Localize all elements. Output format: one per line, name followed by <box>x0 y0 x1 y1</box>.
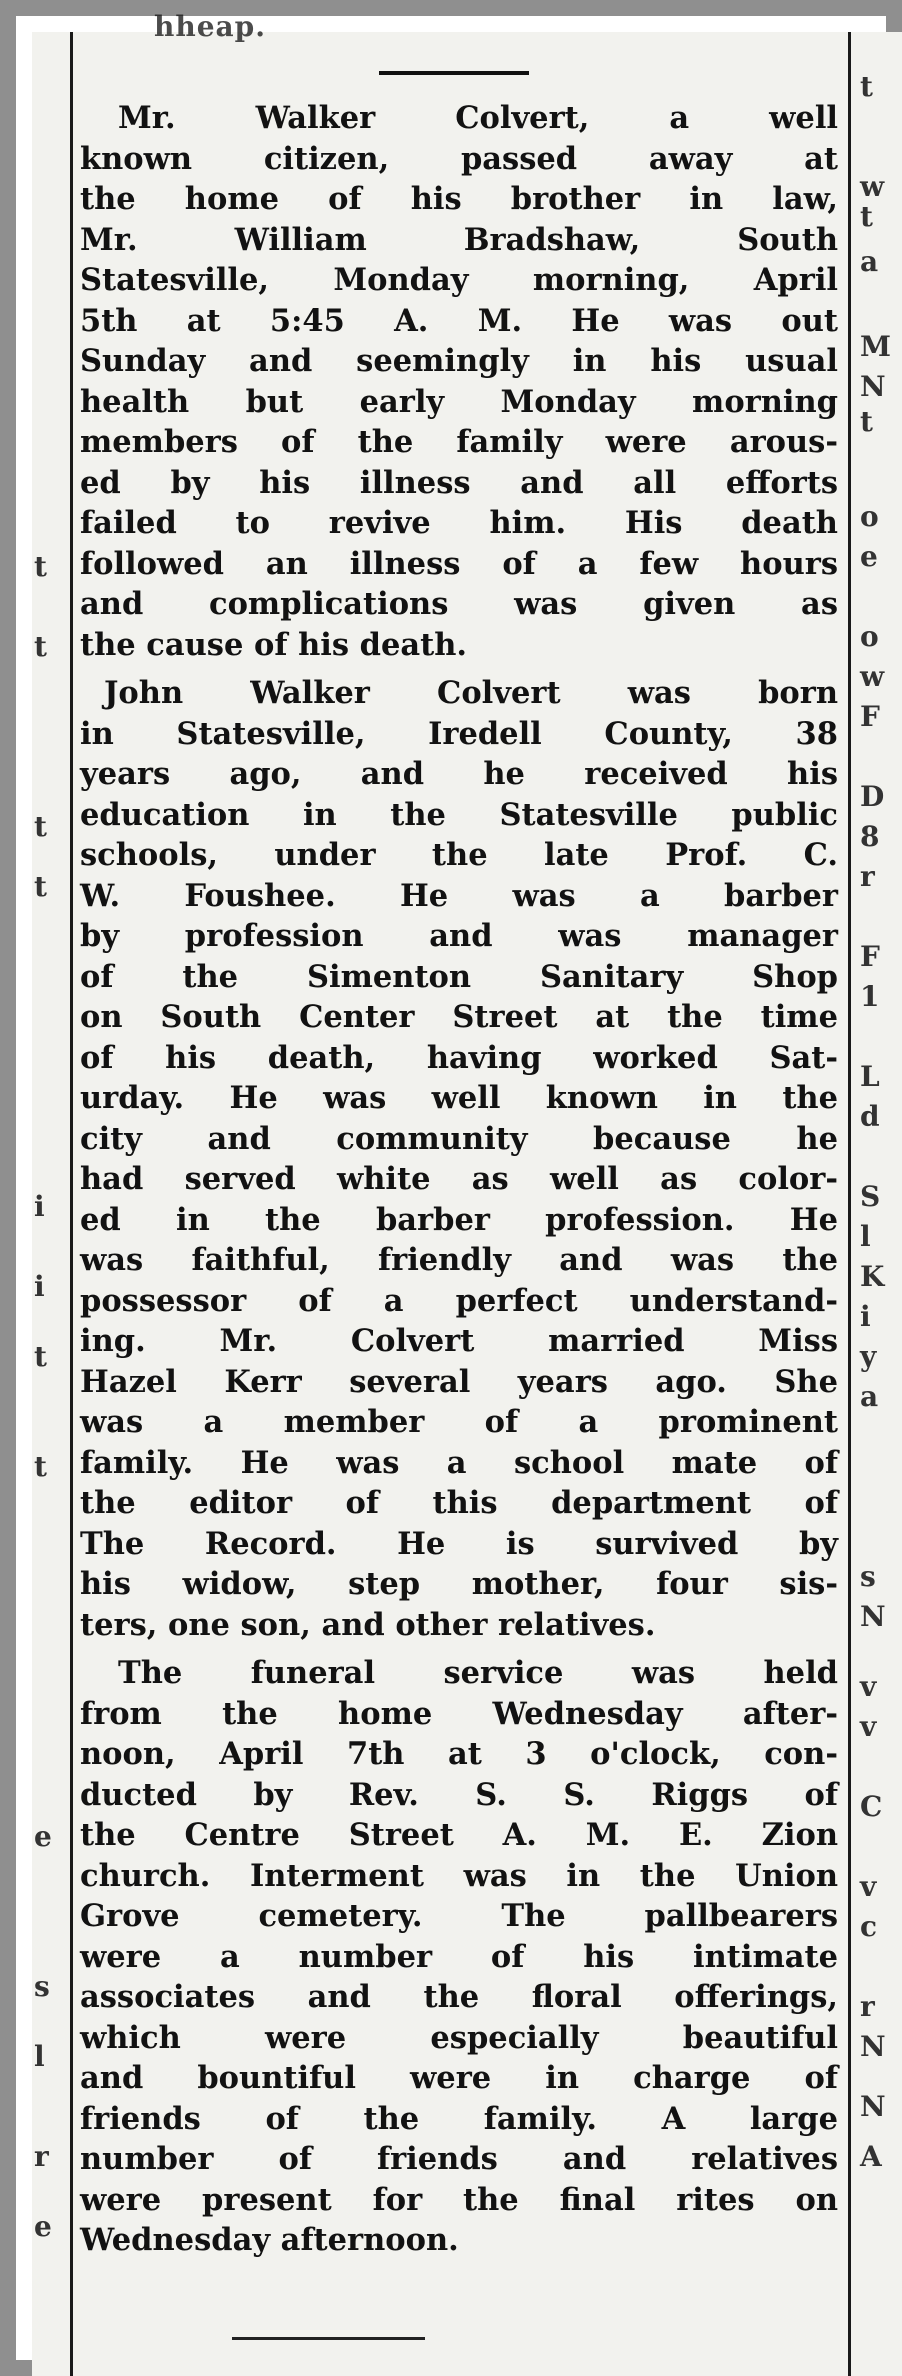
left-margin-fragment: s <box>34 1970 50 2003</box>
right-margin-fragment: L <box>860 1060 880 1093</box>
right-margin-fragment: t <box>860 200 873 233</box>
right-margin-fragment: F <box>860 940 880 973</box>
article-line: 5th at 5:45 A. M. He was out <box>80 302 838 339</box>
right-margin-fragment: N <box>860 2090 886 2123</box>
article-line: from the home Wednesday after- <box>80 1695 838 1732</box>
right-margin-fragment: a <box>860 245 879 278</box>
article-line: ed by his illness and all efforts <box>80 464 838 501</box>
article-line: John Walker Colvert was born <box>104 675 838 711</box>
article-line: were present for the final rites on <box>80 2181 838 2218</box>
left-margin-fragment: i <box>34 1190 45 1223</box>
article-line: number of friends and relatives <box>80 2141 838 2177</box>
right-margin-fragment: i <box>860 1300 871 1333</box>
article-line: was a member of a prominent <box>80 1404 838 1440</box>
article-line: years ago, and he received his <box>80 756 838 792</box>
right-margin-fragment: d <box>860 1100 880 1133</box>
article-line: ducted by Rev. S. S. Riggs of <box>80 1776 838 1813</box>
newspaper-clipping <box>32 10 902 2376</box>
article-line: the home of his brother in law, <box>80 181 838 217</box>
left-adjacent-column-fragment <box>34 32 66 2376</box>
right-margin-fragment: N <box>860 370 886 403</box>
right-margin-fragment: a <box>860 1380 879 1413</box>
article-line: ters, one son, and other relatives. <box>80 1606 656 1643</box>
article-line: health but early Monday morning <box>80 383 838 420</box>
article-line: Mr. Walker Colvert, a well <box>118 100 838 136</box>
left-margin-fragment: t <box>34 550 47 583</box>
article-line: urday. He was well known in the <box>80 1080 838 1116</box>
article-line: were a number of his intimate <box>80 1938 838 1975</box>
right-margin-fragment: y <box>860 1340 877 1373</box>
article-line: W. Foushee. He was a barber <box>80 877 838 914</box>
article-line: noon, April 7th at 3 o'clock, con- <box>80 1736 838 1772</box>
article-line: in Statesville, Iredell County, 38 <box>80 715 838 752</box>
article-line: and complications was given as <box>80 586 838 622</box>
article-line: ed in the barber profession. He <box>80 1201 838 1238</box>
article-paragraph <box>80 673 838 1645</box>
article-line: members of the family were arous- <box>80 424 838 460</box>
article-line: by profession and was manager <box>80 918 838 954</box>
right-margin-fragment: c <box>860 1910 878 1943</box>
article-line: had served white as well as color- <box>80 1161 838 1197</box>
article-line: Statesville, Monday morning, April <box>80 262 838 298</box>
article-line: Hazel Kerr several years ago. She <box>80 1363 838 1400</box>
article-line: The Record. He is survived by <box>80 1525 838 1562</box>
right-margin-fragment: S <box>860 1180 881 1213</box>
article-line: the editor of this department of <box>80 1485 838 1521</box>
left-margin-fragment: t <box>34 1450 47 1483</box>
right-margin-fragment: o <box>860 620 879 653</box>
left-margin-fragment: r <box>34 2140 49 2173</box>
article-line: associates and the floral offerings, <box>80 1979 838 2015</box>
right-margin-fragment: 8 <box>860 820 880 853</box>
article-line: followed an illness of a few hours <box>80 545 838 582</box>
article-line: city and community because he <box>80 1120 838 1157</box>
right-margin-fragment: M <box>860 330 891 363</box>
article-separator-bottom <box>232 2337 425 2340</box>
article-line: his widow, step mother, four sis- <box>80 1566 838 1602</box>
right-margin-fragment: r <box>860 860 875 893</box>
right-margin-fragment: r <box>860 1990 875 2023</box>
article-line: education in the Statesville public <box>80 796 838 833</box>
article-line: the cause of his death. <box>80 626 467 663</box>
article-line: on South Center Street at the time <box>80 999 838 1035</box>
article-line: which were especially beautiful <box>80 2019 838 2056</box>
article-line: was faithful, friendly and was the <box>80 1242 838 1278</box>
right-margin-fragment: 1 <box>860 980 880 1013</box>
right-margin-fragment: w <box>860 170 885 203</box>
article-line: and bountiful were in charge of <box>80 2060 838 2096</box>
right-margin-fragment: D <box>860 780 885 813</box>
left-margin-fragment: t <box>34 1340 47 1373</box>
right-margin-fragment: t <box>860 70 873 103</box>
right-margin-fragment: e <box>860 540 878 573</box>
right-margin-fragment: F <box>860 700 880 733</box>
article-line: church. Interment was in the Union <box>80 1857 838 1894</box>
left-margin-fragment: i <box>34 1270 45 1303</box>
article-paragraph <box>80 98 838 665</box>
article-line: possessor of a perfect understand- <box>80 1282 838 1319</box>
right-margin-fragment: A <box>860 2140 882 2173</box>
article-line: Wednesday afternoon. <box>80 2222 459 2258</box>
left-margin-fragment: l <box>34 2040 45 2073</box>
right-margin-fragment: v <box>860 1670 877 1703</box>
right-margin-fragment: t <box>860 405 873 438</box>
right-margin-fragment: v <box>860 1870 877 1903</box>
right-margin-fragment: C <box>860 1790 883 1823</box>
right-column-rule <box>848 32 851 2376</box>
obituary-article <box>80 98 838 2269</box>
article-line: family. He was a school mate of <box>80 1444 838 1481</box>
right-margin-fragment: w <box>860 660 885 693</box>
right-margin-fragment: N <box>860 2030 886 2063</box>
article-paragraph <box>80 1653 838 2261</box>
right-margin-fragment: l <box>860 1220 871 1253</box>
article-line: known citizen, passed away at <box>80 140 838 177</box>
right-margin-fragment: s <box>860 1560 876 1593</box>
left-margin-fragment: t <box>34 810 47 843</box>
right-margin-fragment: K <box>860 1260 885 1293</box>
right-margin-fragment: v <box>860 1710 877 1743</box>
article-line: friends of the family. A large <box>80 2100 838 2137</box>
left-margin-fragment: e <box>34 1820 52 1853</box>
article-line: of his death, having worked Sat- <box>80 1039 838 1076</box>
right-adjacent-column-fragment <box>860 32 900 2376</box>
left-margin-fragment: t <box>34 630 47 663</box>
article-line: the Centre Street A. M. E. Zion <box>80 1817 838 1853</box>
left-column-rule <box>70 32 73 2376</box>
article-line: Mr. William Bradshaw, South <box>80 221 838 258</box>
article-line: Grove cemetery. The pallbearers <box>80 1898 838 1934</box>
article-line: Sunday and seemingly in his usual <box>80 343 838 379</box>
clipped-previous-text: hheap. <box>154 10 266 43</box>
article-line: ing. Mr. Colvert married Miss <box>80 1323 838 1359</box>
left-margin-fragment: e <box>34 2210 52 2243</box>
right-margin-fragment: o <box>860 500 879 533</box>
article-separator-top <box>379 71 529 75</box>
left-margin-fragment: t <box>34 870 47 903</box>
right-margin-fragment: N <box>860 1600 886 1633</box>
article-line: The funeral service was held <box>118 1655 838 1691</box>
article-line: schools, under the late Prof. C. <box>80 837 838 873</box>
article-line: failed to revive him. His death <box>80 505 838 541</box>
article-line: of the Simenton Sanitary Shop <box>80 958 838 995</box>
